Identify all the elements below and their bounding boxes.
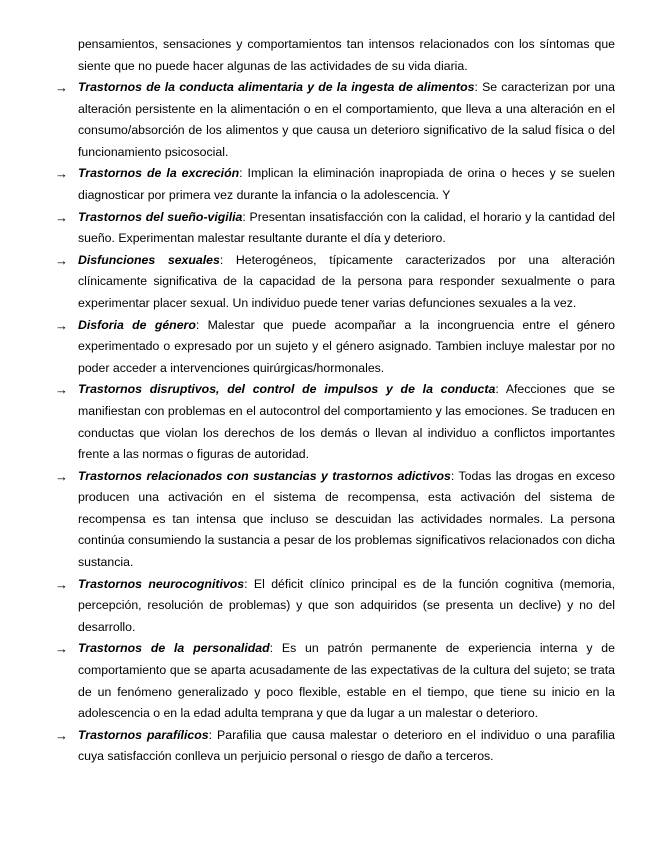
arrow-icon: → [55, 576, 68, 592]
disorder-description: : Todas las drogas en exceso producen una activación en el sistema de recompensa, esta activación del sistema de recompensa es tan intensa que incluso se descuidan las actividades normales. La persona continúa consumiendo la sustancia a pesar de los problemas significativos relacionados con dicha sustancia. [78, 468, 615, 570]
list-item [55, 163, 615, 206]
disorder-term: Disfunciones sexuales [78, 252, 220, 267]
disorder-description: : Parafilia que causa malestar o deterioro en el individuo o una parafilia cuya satisfacción conlleva un perjuicio personal o riesgo de daño a terceros. [78, 727, 615, 764]
disorder-description: : Implican la eliminación inapropiada de orina o heces y se suelen diagnosticar por primera vez durante la infancia o la adolescencia. Y [78, 166, 615, 202]
arrow-icon: → [55, 317, 68, 333]
disorder-list [55, 77, 615, 768]
disorder-description: : Malestar que puede acompañar a la incongruencia entre el género experimentado o expresado por un sujeto y el género asignado. Tambien incluye malestar por no poder acceder a intervenciones quirúrgicas/hormonales. [78, 317, 615, 375]
list-item [55, 207, 615, 250]
list-item [55, 315, 615, 380]
disorder-description: : Afecciones que se manifiestan con problemas en el autocontrol del comportamiento y las emociones. Se traducen en conductas que violan los derechos de los demás o llevan al individuo a conflictos importantes frente a las normas o figuras de autoridad. [78, 382, 615, 462]
arrow-icon: → [55, 382, 68, 398]
disorder-description: : Heterogéneos, típicamente caracterizados por una alteración clínicamente significativa de la capacidad de la persona para responder sexualmente o para experimentar placer sexual. Un individuo puede tener varias defunciones sexuales a la vez. [78, 252, 615, 310]
disorder-description: : Presentan insatisfacción con la calidad, el horario y la cantidad del sueño. Experimentan malestar resultante durante el día y deterioro. [78, 209, 615, 246]
disorder-term: Trastornos disruptivos, del control de impulsos y de la conducta [78, 382, 496, 397]
disorder-term: Disforia de género [78, 317, 196, 332]
list-item [55, 250, 615, 315]
arrow-icon: → [55, 80, 68, 95]
list-item [55, 466, 615, 574]
arrow-icon: → [55, 468, 68, 484]
disorder-description: : Se caracterizan por una alteración persistente en la alimentación o en el comportamiento, que lleva a una alteración en el consumo/absorción de los alimentos y que causa un deterioro significativo de la salud física o del funcionamiento psicosocial. [78, 80, 615, 159]
list-item [55, 379, 615, 465]
disorder-term: Trastornos de la excreción [78, 166, 240, 181]
intro-paragraph: pensamientos, sensaciones y comportamientos tan intensos relacionados con los síntomas que siente que no puede hacer algunas de las actividades de su vida diaria. [78, 37, 615, 73]
list-item [55, 638, 615, 724]
list-item [55, 574, 615, 639]
disorder-term: Trastornos relacionados con sustancias y trastornos adictivos [78, 468, 451, 483]
arrow-icon: → [55, 209, 68, 225]
disorder-term: Trastornos del sueño-vigilia [78, 209, 243, 224]
list-item [55, 77, 615, 163]
arrow-icon: → [55, 166, 68, 182]
arrow-icon: → [55, 727, 68, 743]
disorder-term: Trastornos de la conducta alimentaria y de la ingesta de alimentos [78, 80, 475, 94]
arrow-icon: → [55, 252, 68, 268]
disorder-term: Trastornos parafílicos [78, 727, 209, 742]
list-item [55, 725, 615, 768]
disorder-description: : El déficit clínico principal es de la función cognitiva (memoria, percepción, resolución de problemas) y que son adquiridos (se presenta un declive) y no del desarrollo. [78, 576, 615, 634]
arrow-icon: → [55, 641, 68, 657]
disorder-description: : Es un patrón permanente de experiencia interna y de comportamiento que se aparta acusadamente de las expectativas de la cultura del sujeto; se trata de un fenómeno generalizado y poco flexible, estable en el tiempo, que tiene su inicio en la adolescencia o en la edad adulta temprana y que da lugar a un malestar o deterioro. [78, 641, 615, 721]
disorder-term: Trastornos neurocognitivos [78, 576, 245, 591]
disorder-term: Trastornos de la personalidad [78, 641, 270, 656]
